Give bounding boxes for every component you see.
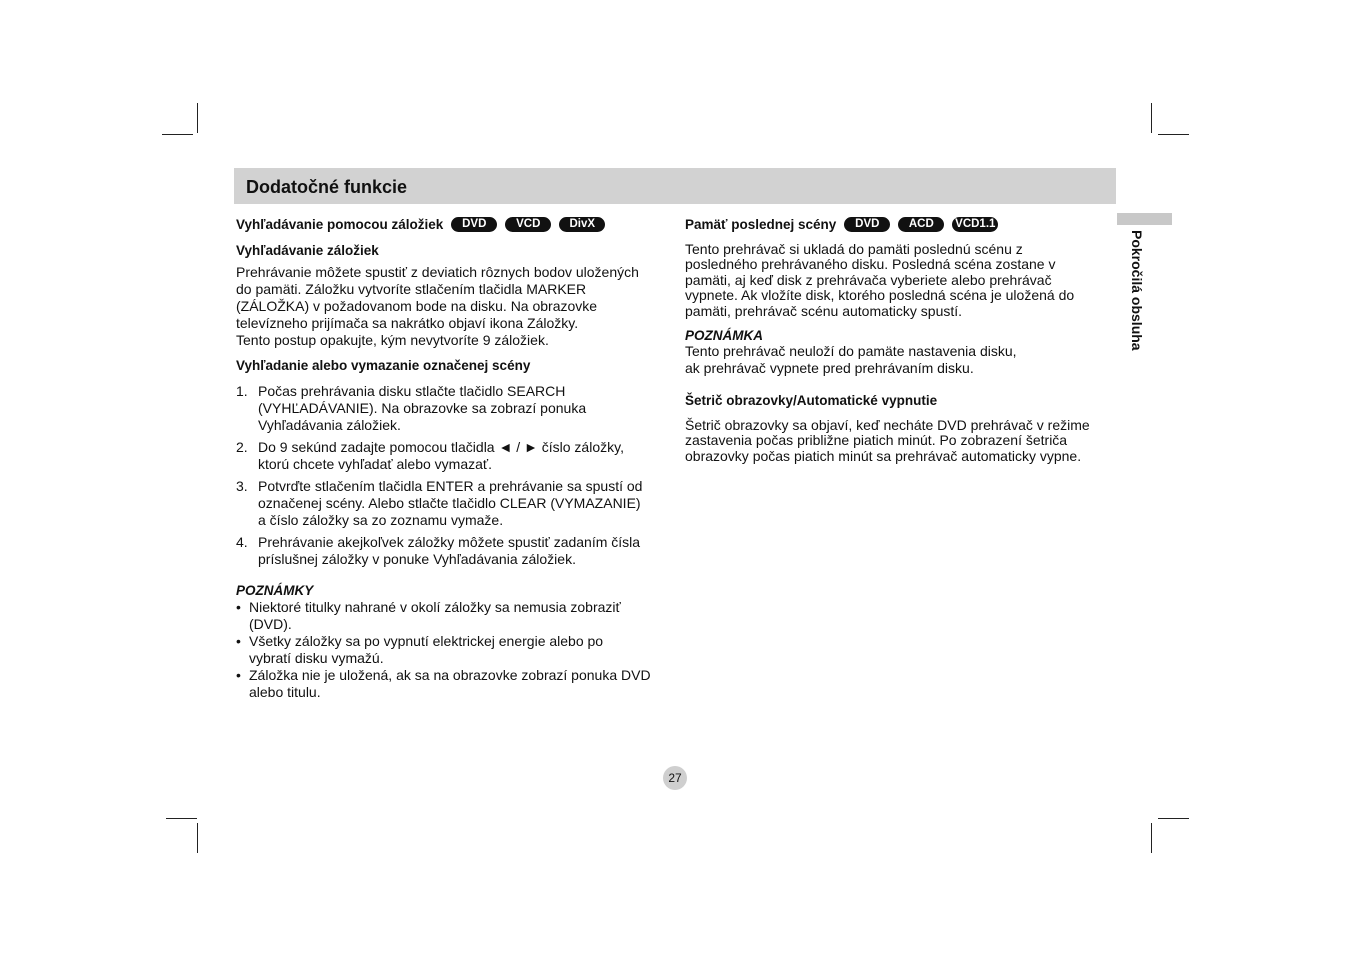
paragraph-line: Tento prehrávač si ukladá do pamäti poslednú scénu z xyxy=(685,241,1023,257)
crop-mark xyxy=(162,134,193,135)
paragraph-line: posledného prehrávaného disku. Posledná scéna zostane v xyxy=(685,256,1056,273)
right-column xyxy=(685,216,1110,464)
page-number: 27 xyxy=(663,766,687,790)
step-line: Potvrďte stlačením tlačidla ENTER a prehrávanie sa spustí od xyxy=(258,478,643,494)
subheading: Vyhľadávanie záložiek xyxy=(236,243,379,258)
disc-badge-dvd: DVD xyxy=(844,217,890,232)
step-line: Do 9 sekúnd zadajte pomocou tlačidla ◄ / ► číslo záložky, xyxy=(258,439,624,455)
list-item xyxy=(236,667,668,701)
paragraph-line: (ZÁLOŽKA) v požadovanom bode na disku. Na obrazovke xyxy=(236,298,598,314)
list-item xyxy=(236,383,668,434)
list-item xyxy=(236,599,668,633)
step-line: Vyhľadávania záložiek. xyxy=(258,417,401,433)
notes-list xyxy=(236,599,668,701)
crop-mark xyxy=(197,823,198,853)
crop-mark xyxy=(1151,103,1152,133)
page-title: Dodatočné funkcie xyxy=(246,177,408,197)
crop-mark xyxy=(166,818,197,819)
steps-list xyxy=(236,383,668,568)
left-column xyxy=(236,216,668,701)
paragraph-line: pamäti, aj keď disk z prehrávača vyberiete alebo prehrávač xyxy=(685,271,1052,288)
list-item xyxy=(236,633,668,667)
disc-badge-divx: DivX xyxy=(559,217,605,232)
note-line: vybratí disku vymažú. xyxy=(249,650,384,666)
note-title: POZNÁMKA xyxy=(685,328,763,344)
note-line: ak prehrávač vypnete pred prehrávaním disku. xyxy=(685,360,974,377)
paragraph-line: Tento postup opakujte, kým nevytvoríte 9 záložiek. xyxy=(236,332,549,348)
paragraph-line: pamäti, prehrávač scénu automaticky spustí. xyxy=(685,302,963,319)
section-heading xyxy=(685,216,1110,233)
paragraph-line: televízneho prijímača sa nakrátko objaví ikona Záložky. xyxy=(236,315,579,331)
side-tab xyxy=(1117,213,1172,225)
note-line: • Záložka nie je uložená, ak sa na obrazovke zobrazí ponuka DVD xyxy=(249,667,651,683)
step-number: 3. xyxy=(236,478,248,494)
step-line: ktorú chcete vyhľadať alebo vymazať. xyxy=(258,456,493,472)
side-section-label: Pokročilá obsluha xyxy=(1129,230,1145,351)
disc-badge-dvd: DVD xyxy=(451,217,497,232)
step-number: 2. xyxy=(236,439,248,455)
note-line: Tento prehrávač neuloží do pamäte nastavenia disku, xyxy=(685,343,1017,360)
step-line: (VYHĽADÁVANIE). Na obrazovke sa zobrazí ponuka xyxy=(258,400,587,416)
section-heading-text: Pamäť poslednej scény xyxy=(685,217,837,232)
subheading: Šetrič obrazovky/Automatické vypnutie xyxy=(685,393,938,409)
crop-mark xyxy=(1158,818,1189,819)
list-item xyxy=(236,534,668,568)
list-item xyxy=(236,478,668,529)
step-line: Počas prehrávania disku stlačte tlačidlo SEARCH xyxy=(258,383,566,399)
screensaver-paragraph xyxy=(685,418,1110,464)
step-line: príslušnej záložky v ponuke Vyhľadávania záložiek. xyxy=(258,551,576,567)
section-header-bar xyxy=(234,168,1116,204)
section-heading-text: Vyhľadávanie pomocou záložiek xyxy=(236,217,444,232)
note-paragraph xyxy=(685,343,1110,377)
paragraph-line: Prehrávanie môžete spustiť z deviatich rôznych bodov uložených xyxy=(236,264,639,280)
disc-badge-acd: ACD xyxy=(898,217,944,232)
step-line: označenej scény. Alebo stlačte tlačidlo CLEAR (VYMAZANIE) xyxy=(258,495,641,511)
paragraph-line: obrazovky počas piatich minút sa prehrávač automaticky vypne. xyxy=(685,447,1082,464)
intro-paragraph xyxy=(236,264,668,349)
paragraph-line: zastavenia počas približne piatich minút. Po zobrazení šetriča xyxy=(685,432,1068,449)
memory-paragraph xyxy=(685,242,1110,319)
step-number: 4. xyxy=(236,534,248,550)
step-line: Prehrávanie akejkoľvek záložky môžete spustiť zadaním čísla xyxy=(258,534,641,550)
crop-mark xyxy=(1151,823,1152,853)
paragraph-line: vypnete. Ak vložíte disk, ktorého posledná scéna je uložená do xyxy=(685,287,1075,304)
crop-mark xyxy=(1158,134,1189,135)
disc-badge-vcd: VCD xyxy=(505,217,551,232)
list-item xyxy=(236,439,668,473)
disc-badge-vcd11: VCD1.1 xyxy=(952,217,998,232)
paragraph-line: Šetrič obrazovky sa objaví, keď necháte DVD prehrávač v režime xyxy=(685,417,1090,434)
note-line: (DVD). xyxy=(249,616,292,632)
crop-mark xyxy=(197,103,198,133)
step-number: 1. xyxy=(236,383,248,399)
paragraph-line: do pamäti. Záložku vytvoríte stlačením tlačidla MARKER xyxy=(236,281,587,297)
step-line: a číslo záložky sa zo zoznamu vymaže. xyxy=(258,512,504,528)
note-line: alebo titulu. xyxy=(249,684,321,700)
note-line: • Niektoré titulky nahrané v okolí záložky sa nemusia zobraziť xyxy=(249,599,621,615)
note-line: • Všetky záložky sa po vypnutí elektrickej energie alebo po xyxy=(249,633,604,649)
section-heading xyxy=(236,216,668,233)
notes-title: POZNÁMKY xyxy=(236,583,314,598)
subheading: Vyhľadanie alebo vymazanie označenej scény xyxy=(236,358,531,373)
